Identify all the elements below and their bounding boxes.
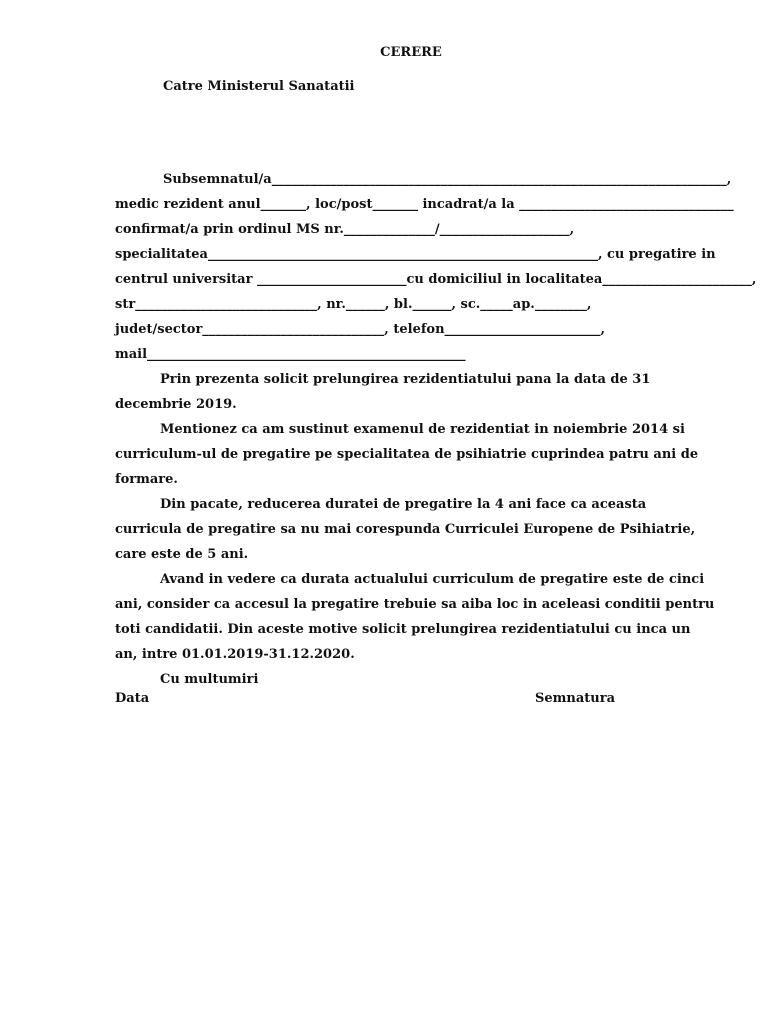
signature-label: Semnatura — [535, 691, 616, 706]
date-label: Data — [115, 691, 150, 706]
paragraph-reduction: Din pacate, reducerea duratei de pregatire la 4 ani face ca aceasta curricula de pregatire sa nu mai corespunda Curriculei Europene de Psihiatrie, care este de 5 ani. — [115, 497, 696, 562]
paragraph-motivation: Avand in vedere ca durata actualului curriculum de pregatire este de cinci ani, consider ca accesul la pregatire trebuie sa aiba loc in aceleasi conditii pentru toti candidatii. Din aceste motive solicit prelungirea rezidentiatului cu inca un an, intre 01.01.2019-31.12.2020. — [115, 572, 715, 662]
request-body — [115, 367, 715, 692]
form-line-center: centrul universitar _______________________cu domiciliul in localitatea_______________________, — [115, 272, 757, 287]
form-line-specialty: specialitatea____________________________________________________________, cu pregatire in — [115, 247, 716, 262]
form-line-street: str____________________________, nr.______, bl.______, sc._____ap.________, — [115, 297, 592, 312]
personal-data-form — [115, 167, 757, 367]
form-line-name: Subsemnatul/a______________________________________________________________________, — [163, 172, 732, 187]
form-line-county: judet/sector____________________________, telefon________________________, — [115, 322, 606, 337]
form-line-resident-year: medic rezident anul_______, loc/post_______ incadrat/a la _________________________________ — [115, 197, 734, 212]
paragraph-exam: Mentionez ca am sustinut examenul de rezidentiat in noiembrie 2014 si curriculum-ul de pregatire pe specialitatea de psihiatrie cuprindea patru ani de formare. — [115, 422, 699, 487]
form-line-mail: mail_________________________________________________ — [115, 347, 466, 362]
form-line-order: confirmat/a prin ordinul MS nr.______________/____________________, — [115, 222, 575, 237]
addressee: Catre Ministerul Sanatatii — [163, 79, 355, 94]
paragraph-request: Prin prezenta solicit prelungirea rezidentiatului pana la data de 31 decembrie 2019. — [115, 372, 651, 412]
page-title: CERERE — [380, 45, 442, 60]
paragraph-closing: Cu multumiri — [160, 672, 259, 687]
